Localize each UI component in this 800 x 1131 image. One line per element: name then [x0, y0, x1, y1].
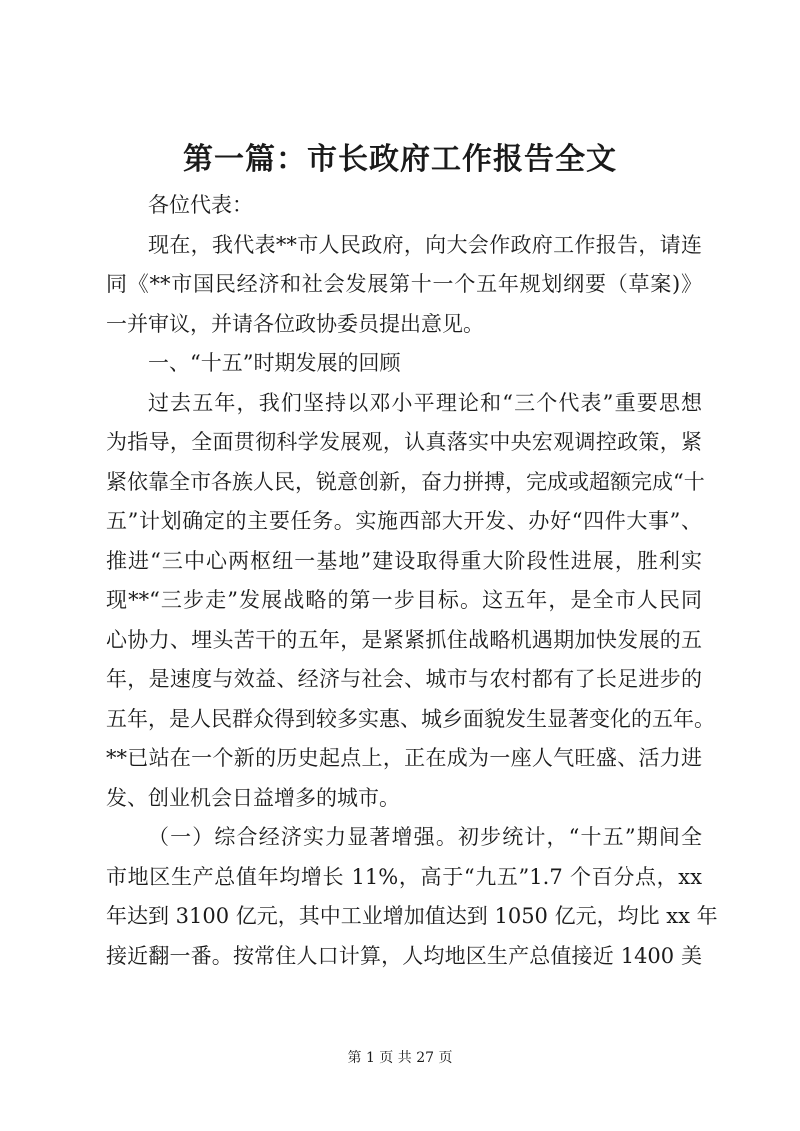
- section-heading: 一、“十五”时期发展的回顾: [148, 351, 401, 375]
- document-title: 第一篇：市长政府工作报告全文: [183, 142, 617, 177]
- paragraph-line: 为指导，全面贯彻科学发展观，认真落实中央宏观调控政策，紧: [106, 430, 702, 454]
- paragraph-line: 现**“三步走”发展战略的第一步目标。这五年，是全市人民同: [106, 588, 702, 612]
- paragraph-line: 五”计划确定的主要任务。实施西部大开发、办好“四件大事”、: [106, 509, 702, 533]
- paragraph-line: 过去五年，我们坚持以邓小平理论和“三个代表”重要思想: [148, 390, 702, 415]
- paragraph-line: **已站在一个新的历史起点上，正在成为一座人气旺盛、活力进: [106, 746, 702, 770]
- paragraph-line: 接近翻一番。按常住人口计算，人均地区生产总值接近 1400 美: [106, 943, 702, 968]
- paragraph-line: 市地区生产总值年均增长 11%，高于“九五”1.7 个百分点，xx: [106, 864, 702, 889]
- document-body: [106, 186, 718, 976]
- page-number-footer: 第 1 页 共 27 页: [347, 1050, 453, 1066]
- paragraph-line: （一）综合经济实力显著增强。初步统计，“十五”期间全: [148, 825, 702, 849]
- paragraph-line: 心协力、埋头苦干的五年，是紧紧抓住战略机遇期加快发展的五: [106, 627, 702, 652]
- paragraph-line: 同《**市国民经济和社会发展第十一个五年规划纲要（草案)》: [106, 272, 702, 296]
- paragraph-line: 五年，是人民群众得到较多实惠、城乡面貌发生显著变化的五年。: [106, 706, 715, 731]
- paragraph-line: 年达到 3100 亿元，其中工业增加值达到 1050 亿元，均比 xx 年: [106, 904, 718, 928]
- paragraph-line: 紧依靠全市各族人民，锐意创新，奋力拼搏，完成或超额完成“十: [106, 469, 705, 494]
- paragraph-line: 推进“三中心两枢纽一基地”建设取得重大阶段性进展，胜利实: [106, 548, 702, 573]
- salutation-line: 各位代表：: [148, 193, 253, 217]
- paragraph-line: 一并审议，并请各位政协委员提出意见。: [106, 311, 484, 336]
- paragraph-line: 年，是速度与效益、经济与社会、城市与农村都有了长足进步的: [106, 667, 702, 691]
- paragraph-line: 发、创业机会日益增多的城市。: [106, 785, 400, 810]
- paragraph-line: 现在，我代表**市人民政府，向大会作政府工作报告，请连: [148, 232, 702, 257]
